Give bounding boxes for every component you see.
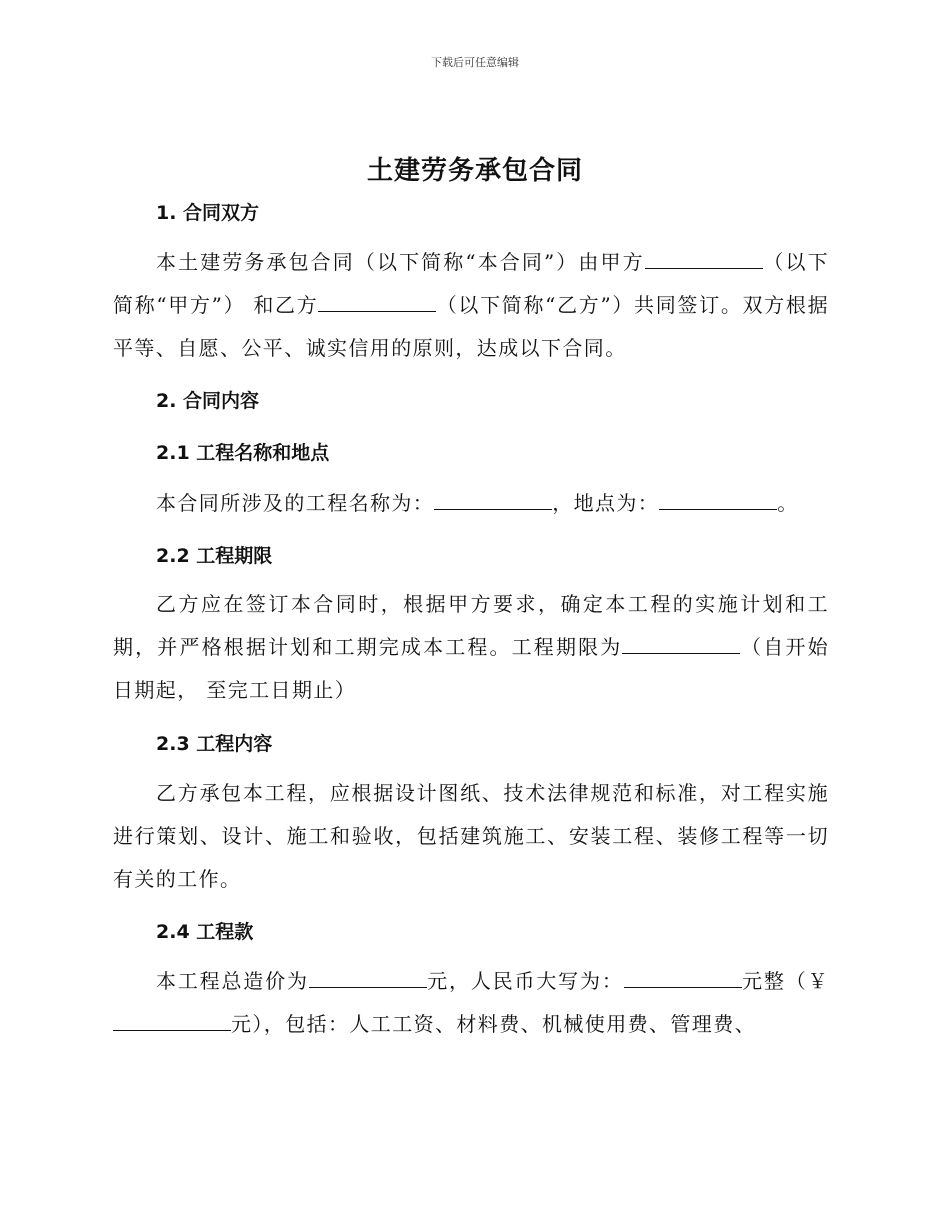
project-location-blank (659, 491, 777, 510)
party-a-blank (645, 250, 763, 269)
document-title: 土建劳务承包合同 (366, 156, 583, 186)
section-1-paragraph: 本土建劳务承包合同（以下简称“本合同”）由甲方 （以下简称“甲方”） 和乙方 （以下简称“乙方”）共同签订。双方根据平等、自愿、公平、诚实信用的原则，达成以下合同。 (113, 250, 829, 360)
section-2-heading: 2. 合同内容 (156, 390, 260, 412)
section-2-3-paragraph: 乙方承包本工程，应根据设计图纸、技术法律规范和标准，对工程实施进行策划、设计、施工和验收，包括建筑施工、安装工程、装修工程等一切有关的工作。 (113, 781, 829, 891)
price-yuan-blank (113, 1012, 231, 1031)
party-b-blank (318, 293, 436, 312)
section-2-3-heading: 2.3 工程内容 (156, 733, 273, 755)
header-note: 下载后可任意编辑 (431, 56, 519, 69)
section-2-2-paragraph: 乙方应在签订本合同时，根据甲方要求，确定本工程的实施计划和工期，并严格根据计划和工期完成本工程。工程期限为 （自开始日期起， 至完工日期止） (113, 592, 829, 702)
section-2-1-paragraph: 本合同所涉及的工程名称为： ，地点为： 。 (156, 491, 799, 515)
section-2-1-heading: 2.1 工程名称和地点 (156, 442, 330, 464)
section-2-4-heading: 2.4 工程款 (156, 921, 254, 943)
project-name-blank (434, 491, 552, 510)
total-price-blank (309, 969, 427, 988)
section-2-4-paragraph: 本工程总造价为 元，人民币大写为： 元整（￥元），包括：人工工资、材料费、机械使用费、管理费、 (113, 960, 829, 1046)
section-2-2-heading: 2.2 工程期限 (156, 545, 273, 567)
project-duration-blank (622, 635, 740, 654)
section-1-heading: 1. 合同双方 (156, 202, 260, 224)
price-uppercase-blank (624, 969, 742, 988)
